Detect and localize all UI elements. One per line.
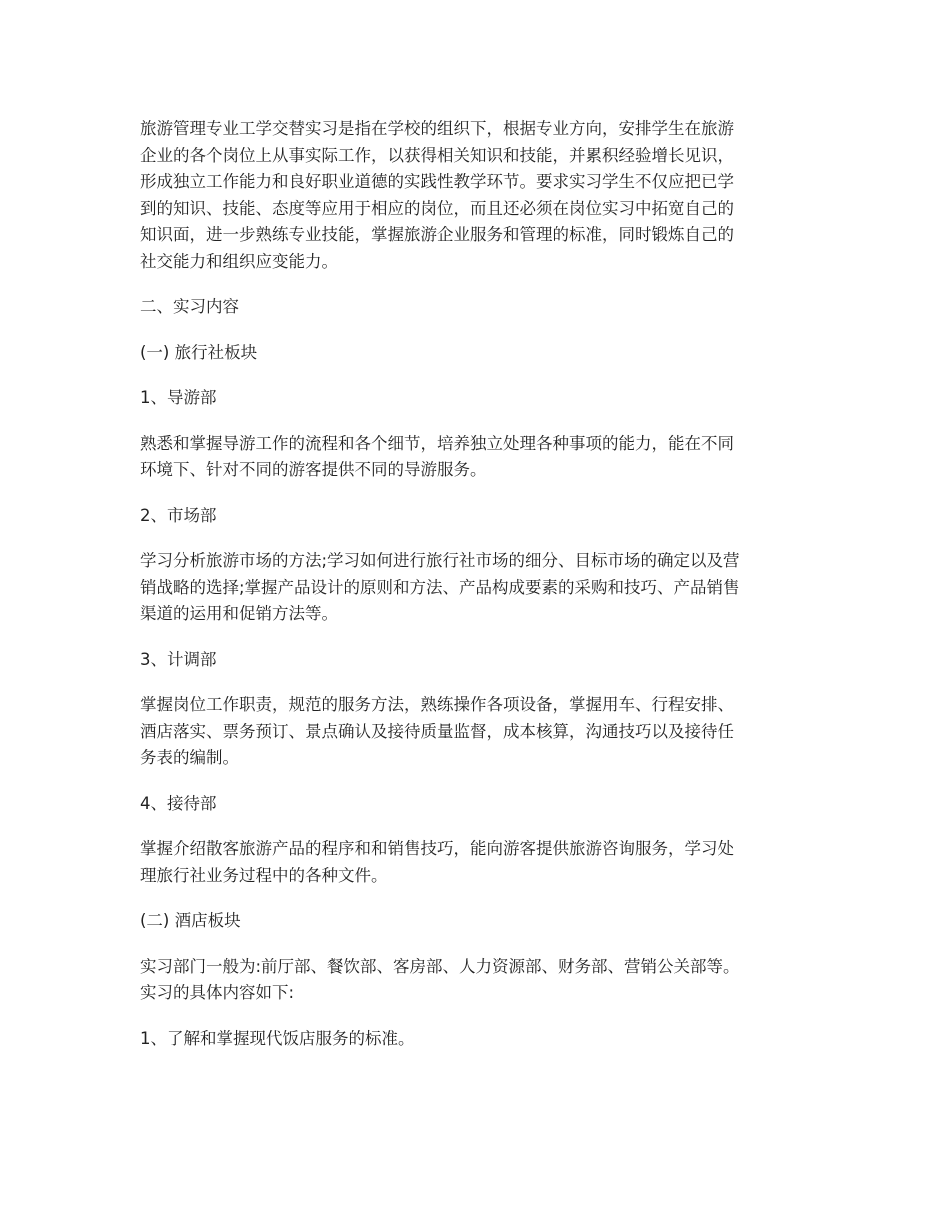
marketing-paragraph <box>140 548 810 628</box>
planning-paragraph <box>140 692 810 772</box>
text-line: 理旅行社业务过程中的各种文件。 <box>140 865 388 885</box>
subsection-heading-hotel: (二) 酒店板块 <box>140 911 241 930</box>
text-line: 企业的各个岗位上从事实际工作，以获得相关知识和技能，并累积经验增长见识， <box>140 145 734 165</box>
hotel-paragraph <box>140 954 810 1007</box>
text-line: 销战略的选择;掌握产品设计的原则和方法、产品构成要素的采购和技巧、产品销售 <box>140 577 740 597</box>
text-line: 掌握介绍散客旅游产品的程序和和销售技巧，能向游客提供旅游咨询服务，学习处 <box>140 839 734 858</box>
text-line: 渠道的运用和促销方法等。 <box>140 604 338 623</box>
item-heading-marketing-dept: 2、市场部 <box>140 505 217 525</box>
text-line: 实习的具体内容如下: <box>140 983 295 1002</box>
intro-paragraph <box>140 116 810 275</box>
text-line: 到的知识、技能、态度等应用于相应的岗位，而且还必须在岗位实习中拓宽自己的 <box>140 198 734 218</box>
section-heading-internship-content: 二、实习内容 <box>140 297 239 316</box>
text-line: 旅游管理专业工学交替实习是指在学校的组织下，根据专业方向，安排学生在旅游 <box>140 119 734 138</box>
item-heading-reception-dept: 4、接待部 <box>140 793 217 813</box>
tour-guide-paragraph <box>140 431 810 484</box>
text-line: 社交能力和组织应变能力。 <box>140 251 338 271</box>
hotel-item-1: 1、了解和掌握现代饭店服务的标准。 <box>140 1028 415 1048</box>
text-line: 熟悉和掌握导游工作的流程和各个细节，培养独立处理各种事项的能力，能在不同 <box>140 433 734 453</box>
text-line: 实习部门一般为:前厅部、餐饮部、客房部、人力资源部、财务部、营销公关部等。 <box>140 956 740 976</box>
text-line: 知识面，进一步熟练专业技能，掌握旅游企业服务和管理的标准，同时锻炼自己的 <box>140 225 734 244</box>
text-line: 环境下、针对不同的游客提供不同的导游服务。 <box>140 460 487 479</box>
text-line: 形成独立工作能力和良好职业道德的实践性教学环节。要求实习学生不仅应把已学 <box>140 172 734 191</box>
text-line: 掌握岗位工作职责，规范的服务方法，熟练操作各项设备，掌握用车、行程安排、 <box>140 695 734 714</box>
reception-paragraph <box>140 836 810 889</box>
text-line: 务表的编制。 <box>140 748 239 767</box>
subsection-heading-travel-agency: (一) 旅行社板块 <box>140 342 258 362</box>
text-line: 学习分析旅游市场的方法;学习如何进行旅行社市场的细分、目标市场的确定以及营 <box>140 551 740 570</box>
item-heading-tour-guide-dept: 1、导游部 <box>140 388 217 407</box>
item-heading-planning-dept: 3、计调部 <box>140 649 217 669</box>
text-line: 酒店落实、票务预订、景点确认及接待质量监督，成本核算，沟通技巧以及接待任 <box>140 721 734 741</box>
document-page <box>140 116 810 1071</box>
